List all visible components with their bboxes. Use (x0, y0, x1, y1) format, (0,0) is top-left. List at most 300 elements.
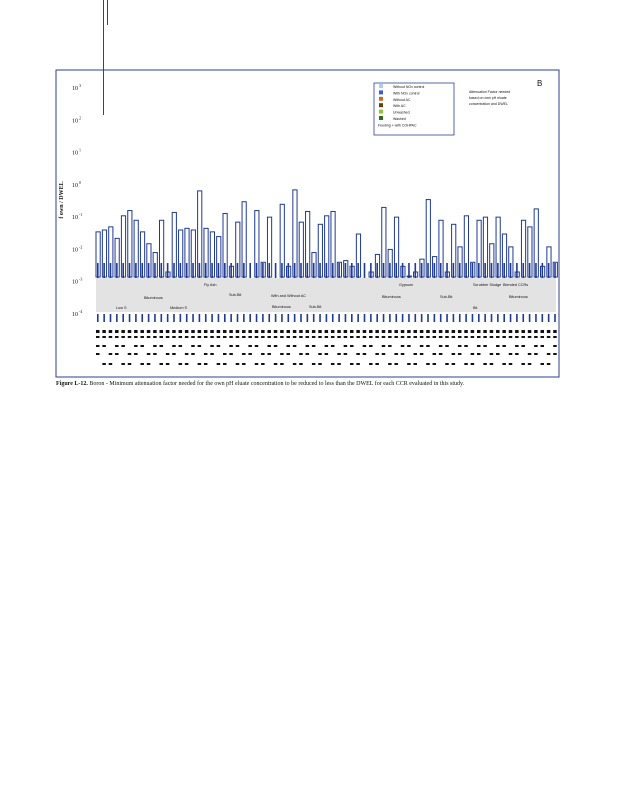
sample-id-mark (274, 336, 278, 338)
sample-id-mark (172, 345, 176, 347)
sample-id-mark (528, 330, 532, 333)
sample-id-mark (191, 353, 195, 355)
sample-id-mark (452, 330, 456, 333)
y-tick-label: 10 (72, 279, 78, 286)
sample-id-mark (115, 330, 119, 333)
sample-id-mark (439, 353, 443, 355)
sample-id-mark (452, 353, 456, 355)
sample-id-mark (267, 353, 271, 355)
group-tick (313, 263, 315, 278)
sample-tick (268, 314, 270, 322)
y-tick-exponent: -2 (79, 244, 83, 250)
sample-id-mark (128, 330, 132, 333)
group-tick (415, 263, 417, 278)
sample-id-mark (293, 336, 297, 338)
sample-id-mark (452, 336, 456, 338)
sample-id-mark (160, 330, 164, 333)
annotation-text: Attenuation Factor needed (469, 90, 511, 94)
sample-id-mark (204, 363, 208, 365)
sample-id-mark (229, 330, 233, 333)
sample-id-mark (445, 345, 449, 347)
sample-tick (332, 314, 334, 322)
sample-tick (529, 314, 531, 322)
sample-id-mark (433, 363, 437, 365)
subgroup-label: Bituminous (272, 305, 291, 309)
sample-id-mark (464, 345, 468, 347)
sample-tick (503, 314, 505, 322)
sample-id-mark (166, 336, 170, 338)
sample-id-mark (166, 353, 170, 355)
sample-id-mark (96, 353, 100, 355)
sample-id-mark (109, 330, 113, 333)
sample-id-mark (394, 363, 398, 365)
sample-id-mark (185, 363, 189, 365)
y-tick-label: 10 (72, 312, 78, 318)
sample-id-mark (350, 363, 354, 365)
sample-id-mark (331, 345, 335, 347)
sample-id-mark (553, 353, 557, 355)
sample-id-mark (287, 330, 291, 333)
group-tick (351, 263, 353, 278)
sample-id-mark (394, 353, 398, 355)
sample-id-mark (426, 330, 430, 333)
sample-tick (307, 314, 309, 322)
sample-id-mark (541, 336, 545, 338)
sample-id-mark (325, 345, 329, 347)
sample-id-mark (217, 330, 221, 333)
sample-id-mark (147, 330, 151, 333)
sample-id-mark (140, 330, 144, 333)
group-tick (205, 263, 207, 278)
subgroup-label: Bituminous (144, 296, 163, 300)
sample-tick (491, 314, 493, 322)
sample-id-mark (534, 345, 538, 347)
sample-id-mark (255, 330, 259, 333)
sample-tick (427, 314, 429, 322)
sample-id-mark (350, 330, 354, 333)
sample-id-mark (242, 353, 246, 355)
sample-id-mark (401, 345, 405, 347)
sample-tick (103, 314, 105, 322)
sample-id-mark (401, 330, 405, 333)
sample-id-mark (191, 330, 195, 333)
group-label: With and Without AC (271, 294, 307, 298)
group-tick (459, 263, 461, 278)
sample-id-mark (356, 336, 360, 338)
sample-id-mark (439, 345, 443, 347)
sample-tick (173, 314, 175, 322)
sample-id-mark (541, 345, 545, 347)
legend-swatch (379, 103, 383, 107)
sample-id-mark (375, 363, 379, 365)
subgroup-label: Sub-Bit (229, 293, 242, 297)
sample-id-mark (109, 336, 113, 338)
sample-id-mark (179, 363, 183, 365)
sample-tick (434, 314, 436, 322)
sample-tick (237, 314, 239, 322)
group-tick (186, 263, 188, 278)
sample-id-mark (407, 336, 411, 338)
sample-id-mark (439, 330, 443, 333)
sample-tick (542, 314, 544, 322)
group-tick (491, 263, 493, 278)
subgroup-label: Sub-Bit (309, 305, 322, 309)
sample-tick (364, 314, 366, 322)
sample-id-mark (236, 336, 240, 338)
sample-tick (186, 314, 188, 322)
sample-tick (313, 314, 315, 322)
sample-id-mark (337, 336, 341, 338)
legend-label: Washed (393, 117, 406, 121)
group-tick (135, 263, 137, 278)
sample-tick (192, 314, 194, 322)
sample-id-mark (102, 336, 106, 338)
sample-id-mark (382, 345, 386, 347)
sample-id-mark (382, 353, 386, 355)
subgroup-label: Sub-Bit (440, 295, 453, 299)
sample-tick (446, 314, 448, 322)
sample-id-mark (318, 330, 322, 333)
sample-id-mark (306, 330, 310, 333)
sample-id-mark (464, 336, 468, 338)
sample-id-mark (236, 345, 240, 347)
group-tick (326, 263, 328, 278)
group-tick (319, 263, 321, 278)
sample-tick (472, 314, 474, 322)
sample-id-mark (147, 336, 151, 338)
sample-id-mark (261, 330, 265, 333)
sample-id-mark (477, 353, 481, 355)
sample-id-mark (217, 363, 221, 365)
sample-tick (275, 314, 277, 322)
sample-id-mark (261, 363, 265, 365)
sample-id-mark (375, 330, 379, 333)
sample-tick (230, 314, 232, 322)
subgroup-label: Bituminous (509, 295, 528, 299)
sample-tick (535, 314, 537, 322)
y-tick-exponent: 3 (79, 83, 81, 88)
sample-tick (205, 314, 207, 322)
sample-id-mark (458, 336, 462, 338)
sample-id-mark (394, 336, 398, 338)
sample-id-mark (242, 330, 246, 333)
sample-id-mark (502, 345, 506, 347)
sample-id-mark (541, 330, 545, 333)
group-tick (522, 263, 524, 278)
sample-tick (510, 314, 512, 322)
sample-id-mark (534, 353, 538, 355)
group-tick (307, 263, 309, 278)
sample-id-mark (547, 363, 551, 365)
sample-tick (548, 314, 550, 322)
sample-tick (408, 314, 410, 322)
group-tick (465, 263, 467, 278)
y-tick-label: 10 (72, 247, 78, 254)
sample-id-mark (426, 363, 430, 365)
sample-tick (281, 314, 283, 322)
y-tick-exponent: 2 (79, 115, 81, 121)
legend-label: Unwashed (393, 110, 410, 115)
sample-id-mark (236, 363, 240, 365)
sample-id-mark (306, 345, 310, 347)
sample-id-mark (496, 345, 500, 347)
sample-tick (154, 314, 156, 322)
sample-tick (497, 314, 499, 322)
sample-id-mark (337, 363, 341, 365)
group-tick (376, 263, 378, 278)
sample-id-mark (172, 353, 176, 355)
group-tick (103, 263, 105, 278)
y-tick-label: 10 (72, 118, 78, 125)
sample-tick (167, 314, 169, 322)
sample-id-mark (414, 336, 418, 338)
sample-id-mark (433, 336, 437, 338)
sample-id-mark (344, 353, 348, 355)
sample-id-mark (166, 330, 170, 333)
subgroup-label: Bituminous (382, 295, 401, 299)
sample-id-mark (267, 336, 271, 338)
sample-tick (345, 314, 347, 322)
sample-tick (383, 314, 385, 322)
sample-id-mark (369, 363, 373, 365)
sample-id-mark (382, 336, 386, 338)
sample-id-mark (426, 336, 430, 338)
group-tick (510, 263, 512, 278)
sample-id-mark (553, 336, 557, 338)
sample-id-mark (363, 353, 367, 355)
sample-id-mark (134, 345, 138, 347)
sample-id-mark (191, 345, 195, 347)
sample-id-mark (312, 345, 316, 347)
sample-id-mark (204, 330, 208, 333)
legend-label: With AC (393, 104, 406, 109)
sample-id-mark (140, 363, 144, 365)
sample-id-mark (509, 353, 513, 355)
group-label: Scrubber Sludge (473, 283, 502, 287)
y-tick-exponent: 1 (79, 147, 81, 153)
group-tick (395, 263, 397, 278)
sample-id-mark (521, 336, 525, 338)
sample-id-mark (445, 363, 449, 365)
legend-label: Without NOx control (393, 85, 425, 89)
sample-tick (262, 314, 264, 322)
group-tick (230, 263, 232, 278)
sample-id-mark (172, 330, 176, 333)
sample-tick (376, 314, 378, 322)
group-label: Gypsum (399, 283, 414, 287)
sample-id-mark (210, 353, 214, 355)
sample-id-mark (502, 330, 506, 333)
sample-id-mark (464, 330, 468, 333)
sample-tick (129, 314, 131, 322)
caption-title: Boron - Minimum attenuation factor needed for the own pH eluate concentration to be reduced to less than the DWEL for each CCR evaluated in this study. (89, 381, 465, 387)
sample-tick (484, 314, 486, 322)
sample-id-mark (312, 336, 316, 338)
group-tick (408, 263, 410, 278)
sample-tick (370, 314, 372, 322)
sample-tick (440, 314, 442, 322)
y-tick-exponent: -3 (79, 276, 83, 282)
sample-id-mark (160, 345, 164, 347)
subgroup-label: Low S (116, 306, 127, 310)
sample-id-mark (210, 336, 214, 338)
group-tick (154, 263, 156, 278)
group-tick (434, 263, 436, 278)
sample-id-mark (293, 363, 297, 365)
group-tick (364, 263, 366, 278)
sample-id-mark (248, 330, 252, 333)
sample-id-mark (267, 330, 271, 333)
sample-id-mark (267, 345, 271, 347)
sample-id-mark (172, 336, 176, 338)
sample-id-mark (414, 363, 418, 365)
sample-id-mark (471, 330, 475, 333)
sample-id-mark (198, 345, 202, 347)
sample-tick (135, 314, 137, 322)
sample-tick (218, 314, 220, 322)
sample-id-mark (401, 336, 405, 338)
sample-id-mark (274, 363, 278, 365)
sample-id-mark (458, 353, 462, 355)
sample-id-mark (394, 330, 398, 333)
group-tick (529, 263, 531, 278)
group-tick (357, 263, 359, 278)
sample-tick (478, 314, 480, 322)
legend-label: Feeding + with COHPAC (378, 123, 417, 128)
group-tick (294, 263, 296, 278)
sample-id-mark (134, 330, 138, 333)
sample-tick (395, 314, 397, 322)
sample-tick (326, 314, 328, 322)
sample-id-mark (179, 345, 183, 347)
group-tick (116, 263, 118, 278)
group-tick (211, 263, 213, 278)
sample-tick (256, 314, 258, 322)
sample-tick (243, 314, 245, 322)
sample-id-mark (420, 345, 424, 347)
sample-id-mark (553, 345, 557, 347)
sample-id-mark (356, 363, 360, 365)
sample-id-mark (509, 363, 513, 365)
sample-id-mark (509, 330, 513, 333)
sample-tick (141, 314, 143, 322)
sample-id-mark (496, 330, 500, 333)
sample-id-mark (528, 336, 532, 338)
subgroup-label: Medium S (170, 306, 188, 310)
sample-id-mark (210, 345, 214, 347)
group-tick (218, 263, 220, 278)
sample-id-mark (369, 330, 373, 333)
sample-id-mark (382, 330, 386, 333)
sample-id-mark (242, 336, 246, 338)
annotation-text: based on own pH eluate (469, 96, 507, 100)
caption-label: Figure L-12. (56, 381, 88, 387)
group-label: Fly Ash (204, 283, 217, 287)
group-tick (224, 263, 226, 278)
sample-id-mark (515, 330, 519, 333)
sample-tick (459, 314, 461, 322)
sample-id-mark (401, 353, 405, 355)
sample-id-mark (153, 336, 157, 338)
sample-id-mark (147, 353, 151, 355)
group-tick (484, 263, 486, 278)
sample-id-mark (433, 330, 437, 333)
group-tick (249, 263, 251, 278)
sample-id-mark (280, 353, 284, 355)
sample-id-mark (331, 336, 335, 338)
group-tick (453, 263, 455, 278)
group-tick (122, 263, 124, 278)
sample-id-mark (115, 345, 119, 347)
sample-id-mark (299, 363, 303, 365)
sample-id-mark (375, 353, 379, 355)
sample-id-mark (483, 363, 487, 365)
sample-tick (351, 314, 353, 322)
sample-tick (453, 314, 455, 322)
group-tick (167, 263, 169, 278)
legend-swatch (379, 97, 383, 101)
group-tick (256, 263, 258, 278)
sample-id-mark (160, 363, 164, 365)
sample-id-mark (534, 336, 538, 338)
sample-id-mark (236, 330, 240, 333)
legend-label: With NOx control (393, 91, 420, 96)
sample-id-mark (287, 336, 291, 338)
sample-id-mark (496, 336, 500, 338)
sample-id-mark (344, 330, 348, 333)
sample-id-mark (134, 336, 138, 338)
sample-id-mark (515, 345, 519, 347)
sample-tick (224, 314, 226, 322)
sample-id-mark (388, 345, 392, 347)
group-tick (338, 263, 340, 278)
sample-id-mark (483, 336, 487, 338)
sample-id-mark (128, 353, 132, 355)
sample-id-mark (185, 353, 189, 355)
group-tick (446, 263, 448, 278)
sample-id-mark (369, 336, 373, 338)
sample-id-mark (547, 336, 551, 338)
sample-id-mark (407, 363, 411, 365)
sample-id-mark (350, 336, 354, 338)
sample-id-mark (363, 336, 367, 338)
sample-id-mark (140, 336, 144, 338)
sample-id-mark (375, 336, 379, 338)
sample-tick (357, 314, 359, 322)
sample-id-mark (414, 330, 418, 333)
group-tick (243, 263, 245, 278)
sample-id-mark (414, 353, 418, 355)
sample-id-mark (521, 330, 525, 333)
sample-tick (249, 314, 251, 322)
y-tick-label: 10 (72, 150, 78, 157)
sample-tick (199, 314, 201, 322)
sample-id-mark (521, 345, 525, 347)
sample-id-mark (553, 330, 557, 333)
group-tick (497, 263, 499, 278)
sample-tick (554, 314, 556, 322)
sample-id-mark (140, 345, 144, 347)
sample-id-mark (102, 330, 106, 333)
sample-id-mark (388, 330, 392, 333)
sample-id-mark (439, 336, 443, 338)
sample-tick (421, 314, 423, 322)
sample-tick (389, 314, 391, 322)
group-tick (161, 263, 163, 278)
sample-id-mark (280, 363, 284, 365)
sample-id-mark (369, 345, 373, 347)
sample-id-mark (306, 353, 310, 355)
